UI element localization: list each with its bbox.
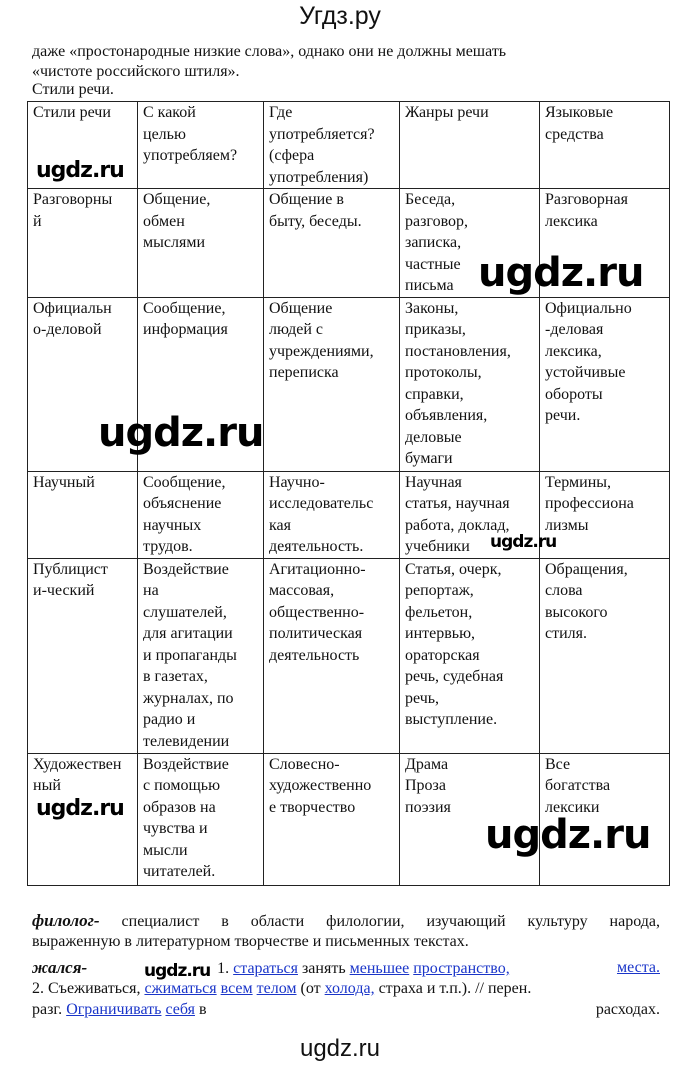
cell-line: Научный [33, 473, 95, 491]
definition-philologist [32, 910, 660, 932]
table-cell-3 [264, 297, 400, 471]
cell-line: образов на [143, 798, 216, 816]
cell-line: с помощью [143, 777, 221, 794]
cell-line: Обращения, [545, 560, 628, 578]
cell-line: чувства и [143, 820, 208, 837]
cell-line: телевидении [143, 732, 230, 750]
word-ot: (от [296, 980, 325, 997]
cell-line: Законы, [405, 299, 459, 317]
table-cell-1 [28, 558, 138, 753]
cell-line: деятельность. [269, 538, 364, 555]
cell-line: -деловая [545, 321, 604, 338]
cell-line: Разговорная [545, 191, 628, 208]
cell-line: й [33, 212, 42, 230]
table-caption: Стили речи. [32, 81, 114, 98]
cell-line: Разговорны [33, 191, 113, 208]
link-menshee[interactable]: меньшее [349, 960, 410, 977]
table-cell-3 [264, 558, 400, 753]
table-cell-2 [138, 558, 264, 753]
header-cell-3 [264, 102, 400, 189]
cell-line: художественно [269, 777, 372, 794]
cell-line: записка, [405, 234, 462, 251]
cell-line: е творчество [269, 798, 356, 816]
cell-line: деловые [405, 428, 462, 446]
cell-line: высокого [545, 603, 608, 621]
word-v: в [194, 1001, 207, 1018]
header-cell-5 [540, 102, 670, 189]
watermark-bottom: ugdz.ru [299, 1035, 381, 1062]
cell-line: Проза [405, 777, 446, 794]
word-rashodah: расходах. [595, 1001, 660, 1018]
cell-line: учебники [405, 538, 470, 555]
watermark-1: ugdz.ru [36, 158, 124, 183]
table-cell-3 [264, 753, 400, 885]
cell-line: интервью, [405, 625, 476, 642]
cell-line: Воздействие [143, 755, 229, 773]
cell-line: объявления, [405, 407, 488, 424]
cell-line: поэзия [405, 798, 451, 816]
table-cell-1 [28, 471, 138, 558]
cell-line: устойчивые [545, 364, 626, 381]
cell-line: употребляем? [143, 147, 238, 164]
link-ogranichivat[interactable]: Ограничивать [66, 1001, 162, 1018]
cell-line: работа, доклад, [405, 516, 510, 534]
cell-line: научных [143, 516, 202, 534]
cell-line: целью [143, 125, 186, 143]
cell-line: разговор, [405, 212, 469, 230]
cell-line: слушателей, [143, 603, 227, 621]
cell-line: общественно- [269, 603, 365, 621]
cell-line: Научно- [269, 473, 325, 491]
link-vsem[interactable]: всем [220, 980, 253, 997]
cell-line: мыслями [143, 234, 206, 251]
cell-line: средства [545, 125, 604, 143]
cell-line: справки, [405, 385, 464, 403]
site-title: Угдз.ру [299, 2, 381, 30]
cell-line: трудов. [143, 538, 193, 555]
cell-line: частные [405, 255, 461, 273]
cell-line: и-ческий [33, 582, 95, 599]
header-cell-4 [400, 102, 540, 189]
intro-line-1: даже «простонародные низкие слова», однако они не должны мешать [32, 43, 507, 60]
cell-line: Научная [405, 473, 462, 491]
cell-line: обмен [143, 212, 185, 230]
link-mesta[interactable]: места. [616, 959, 660, 976]
link-sebya[interactable]: себя [165, 1001, 195, 1018]
cell-line: фельетон, [405, 603, 473, 621]
cell-line: Языковые [545, 104, 614, 121]
cell-line: Воздействие [143, 560, 229, 578]
num-2: 2. Съеживаться, [32, 980, 145, 997]
link-szhimatsya[interactable]: сжиматься [144, 980, 217, 997]
table-cell-2 [138, 753, 264, 885]
cell-line: информация [143, 321, 228, 338]
table-cell-3 [264, 471, 400, 558]
table-cell-1 [28, 189, 138, 298]
cell-line: учреждениями, [269, 342, 374, 360]
table-cell-5 [540, 558, 670, 753]
cell-line: слова [545, 582, 583, 599]
cell-line: профессиона [545, 495, 634, 512]
cell-line: переписка [269, 364, 339, 381]
cell-line: репортаж, [405, 582, 474, 599]
intro-text [32, 42, 662, 82]
cell-line: Где [269, 104, 293, 121]
cell-line: мысли [143, 841, 188, 859]
cell-line: политическая [269, 625, 363, 642]
cell-line: кая [269, 516, 291, 534]
cell-line: Жанры речи [405, 104, 489, 121]
table-row [28, 558, 670, 753]
cell-line: массовая, [269, 582, 335, 599]
cell-line: (сфера [269, 147, 315, 164]
cell-line: лексика, [545, 342, 602, 360]
cell-line: быту, беседы. [269, 212, 362, 230]
cell-line: речь, [405, 689, 440, 707]
cell-line: Общение [269, 299, 333, 317]
cell-line: Сообщение, [143, 473, 226, 491]
cell-line: Драма [405, 755, 449, 773]
cell-line: обороты [545, 385, 603, 403]
cell-line: статья, научная [405, 495, 510, 512]
definition-philologist-cont: выраженную в литературном творчестве и письменных текстах. [32, 933, 469, 950]
cell-line: журналах, по [143, 689, 234, 707]
cell-line: протоколы, [405, 364, 482, 381]
link-staratsya[interactable]: стараться [233, 960, 298, 977]
cell-line: речь, судебная [405, 668, 504, 685]
watermark-2: ugdz.ru [478, 250, 644, 296]
cell-line: лексики [545, 798, 600, 816]
cell-line: и пропаганды [143, 646, 237, 664]
cell-line: объяснение [143, 495, 222, 512]
cell-line: выступление. [405, 711, 498, 728]
cell-line: о-деловой [33, 321, 102, 338]
watermark-6: ugdz.ru [485, 812, 651, 858]
cell-line: людей с [269, 321, 324, 338]
cell-line: Художествен [33, 755, 122, 773]
term-philologist: филолог- [32, 911, 100, 930]
watermark-3: ugdz.ru [98, 410, 264, 456]
cell-line: ный [33, 777, 61, 794]
table-cell-3 [264, 189, 400, 298]
cell-line: Официально [545, 299, 632, 317]
cell-line: приказы, [405, 321, 466, 338]
link-holoda[interactable]: холода, [324, 980, 375, 997]
table-cell-5 [540, 297, 670, 471]
cell-line: Официальн [33, 299, 112, 317]
num-1: 1. [217, 960, 230, 977]
cell-line: Термины, [545, 473, 612, 491]
cell-line: С какой [143, 104, 196, 121]
cell-line: употребляется? [269, 125, 375, 143]
table-cell-4 [400, 297, 540, 471]
header-cell-2 [138, 102, 264, 189]
cell-line: Публицист [33, 560, 108, 578]
cell-line: Словесно- [269, 755, 340, 773]
link-prostranstvo[interactable]: пространство, [413, 960, 510, 977]
cell-line: Общение в [269, 191, 344, 208]
cell-line: Стили речи [33, 104, 111, 121]
table-cell-2 [138, 471, 264, 558]
table-row [28, 471, 670, 558]
cell-line: лексика [545, 212, 598, 230]
cell-line: Агитационно- [269, 560, 366, 578]
cell-line: для агитации [143, 625, 233, 642]
intro-line-2: «чистоте российского штиля». [32, 63, 240, 80]
definition-zhalsya-3 [32, 999, 660, 1020]
cell-line: Общение, [143, 191, 211, 208]
cell-line: ораторская [405, 646, 480, 664]
word-zanyat: занять [297, 960, 350, 977]
cell-line: Все [545, 755, 571, 773]
cell-line: Статья, очерк, [405, 560, 502, 578]
cell-line: радио и [143, 711, 196, 728]
table-cell-4 [400, 558, 540, 753]
definition-zhalsya-2 [32, 978, 660, 999]
cell-line: стиля. [545, 625, 587, 642]
cell-line: Сообщение, [143, 299, 226, 317]
cell-line: употребления) [269, 168, 369, 186]
watermark-4: ugdz.ru [490, 532, 557, 552]
cell-line: деятельность [269, 646, 360, 664]
cell-line: богатства [545, 777, 611, 794]
cell-line: в газетах, [143, 668, 208, 685]
word-straha: страха и т.п.). // перен. [374, 980, 532, 997]
table-cell-5 [540, 471, 670, 558]
cell-line: Беседа, [405, 191, 456, 208]
term-zhalsya: жался- [32, 958, 88, 977]
cell-line: речи. [545, 407, 581, 424]
cell-line: письма [405, 277, 454, 294]
speech-styles-table [27, 101, 670, 886]
link-telom[interactable]: телом [256, 980, 297, 997]
watermark-5: ugdz.ru [36, 796, 124, 821]
table-cell-2 [138, 189, 264, 298]
def-philologist-a: специалист в области филологии, изучающий культуру народа, [99, 913, 660, 930]
definition-zhalsya [32, 957, 660, 979]
watermark-7: ugdz.ru [144, 961, 211, 981]
cell-line: читателей. [143, 863, 216, 880]
cell-line: лизмы [545, 516, 589, 534]
cell-line: постановления, [405, 342, 511, 360]
cell-line: на [143, 582, 159, 599]
cell-line: бумаги [405, 450, 453, 467]
word-razg: разг. [32, 1001, 67, 1018]
cell-line: исследовательс [269, 495, 374, 512]
